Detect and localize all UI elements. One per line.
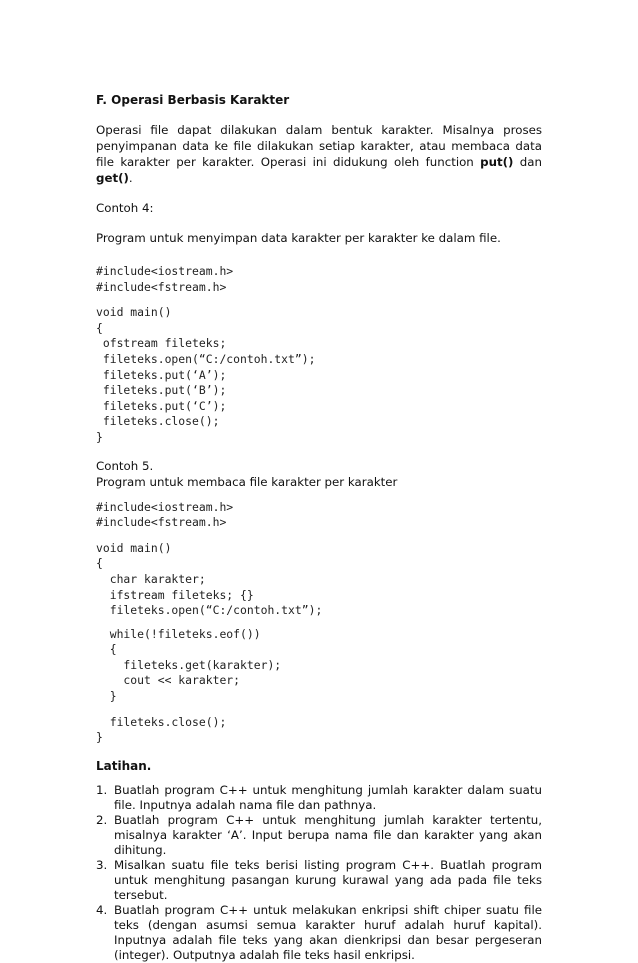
- intro-paragraph: [96, 122, 542, 186]
- exercise-list: [96, 783, 542, 963]
- exercise-item: 4. Buatlah program C++ untuk melakukan enkripsi shift chiper suatu file teks (dengan asumsi semua karakter huruf adalah huruf kapital). Inputnya adalah file teks yang akan dienkripsi dan besar pergeseran (integer). Outputnya adalah file teks hasil enkripsi.: [96, 902, 542, 962]
- exercise-item: 2. Buatlah program C++ untuk menghitung jumlah karakter tertentu, misalnya karakter ‘A’. Input berupa nama file dan karakter yang akan dihitung.: [96, 812, 542, 857]
- example4-code-includes: #include<iostream.h> #include<fstream.h>: [96, 264, 234, 294]
- example4-description: Program untuk menyimpan data karakter per karakter ke dalam file.: [96, 231, 501, 245]
- intro-and: dan: [513, 155, 542, 169]
- exercise-item: 1. Buatlah program C++ untuk menghitung jumlah karakter dalam suatu file. Inputnya adalah nama file dan pathnya.: [96, 782, 542, 812]
- exercise-item: 3. Misalkan suatu file teks berisi listing program C++. Buatlah program untuk menghitung pasangan kurung kurawal yang ada pada file teks tersebut.: [96, 857, 542, 902]
- put-function: put(): [480, 155, 514, 169]
- example4-code-main: void main() { ofstream fileteks; fileteks.open(“C:/contoh.txt”); fileteks.put(‘A’); fileteks.put(‘B’); fileteks.put(‘C’); fileteks.close(); }: [96, 305, 316, 444]
- intro-text: Operasi file dapat dilakukan dalam bentuk karakter. Misalnya proses penyimpanan data ke file dilakukan setiap karakter, atau membaca data file karakter per karakter. Operasi ini didukung oleh function: [96, 123, 542, 169]
- example5-label: Contoh 5.: [96, 458, 154, 473]
- get-function: get(): [96, 171, 129, 185]
- example5-code-includes: #include<iostream.h> #include<fstream.h>: [96, 499, 234, 530]
- example5-code-main: void main() { char karakter; ifstream fileteks; {} fileteks.open(“C:/contoh.txt”);: [96, 540, 323, 618]
- example5-code-end: fileteks.close(); }: [96, 714, 227, 745]
- example4-label: Contoh 4:: [96, 201, 154, 215]
- intro-end: .: [128, 171, 133, 185]
- document-page: [96, 82, 542, 963]
- exercises-title: Latihan.: [96, 758, 152, 773]
- section-title: F. Operasi Berbasis Karakter: [96, 93, 290, 107]
- example5-code-loop: while(!fileteks.eof()) { fileteks.get(karakter); cout << karakter; }: [109, 626, 282, 704]
- example5-description: Program untuk membaca file karakter per karakter: [96, 474, 398, 489]
